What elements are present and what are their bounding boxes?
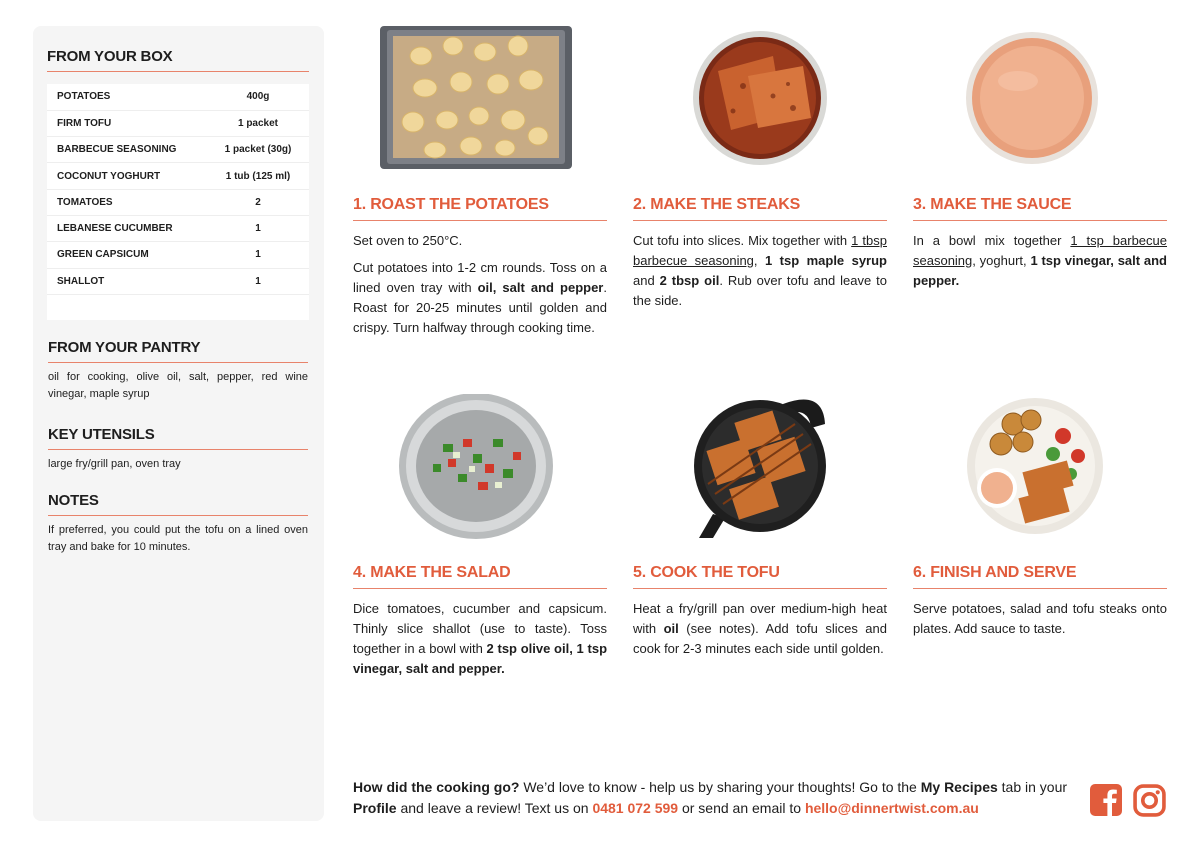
ingredient-qty: 1 packet (30g) — [207, 137, 309, 163]
notes-section — [48, 492, 308, 556]
step-5-title: 5. COOK THE TOFU — [633, 564, 887, 589]
my-recipes-label: My Recipes — [920, 779, 998, 795]
step-4-body — [353, 599, 607, 679]
table-row — [47, 215, 309, 241]
step-3 — [913, 26, 1167, 291]
step-6 — [913, 394, 1167, 639]
step-4-title: 4. MAKE THE SALAD — [353, 564, 607, 589]
table-row — [47, 110, 309, 136]
ingredient-name: LEBANESE CUCUMBER — [47, 215, 207, 241]
roast-potatoes-image — [353, 26, 607, 172]
grill-pan-tofu-image — [633, 394, 887, 540]
ingredient-name: FIRM TOFU — [47, 110, 207, 136]
step-3-body — [913, 231, 1167, 291]
ingredient-qty: 1 — [207, 268, 309, 294]
pantry-section — [48, 339, 308, 403]
step-6-title: 6. FINISH AND SERVE — [913, 564, 1167, 589]
ingredients-sidebar — [33, 26, 324, 821]
step-2 — [633, 26, 887, 311]
utensils-text: large fry/grill pan, oven tray — [48, 458, 181, 470]
table-row — [47, 242, 309, 268]
ingredient-name: POTATOES — [47, 84, 207, 110]
ingredient-name: GREEN CAPSICUM — [47, 242, 207, 268]
pantry-heading: FROM YOUR PANTRY — [48, 339, 308, 363]
step-4 — [353, 394, 607, 679]
ingredient-qty: 1 — [207, 242, 309, 268]
ingredient-name: TOMATOES — [47, 189, 207, 215]
step-6-body — [913, 599, 1167, 639]
ingredient-qty: 400g — [207, 84, 309, 110]
salad-bowl-image — [353, 394, 607, 540]
email-link[interactable]: hello@dinnertwist.com.au — [804, 800, 979, 816]
phone-link[interactable]: 0481 072 599 — [592, 800, 679, 816]
utensils-heading: KEY UTENSILS — [48, 426, 308, 450]
instagram-icon[interactable] — [1133, 784, 1166, 817]
finished-plate-image — [913, 394, 1167, 540]
table-row — [47, 137, 309, 163]
table-row — [47, 84, 309, 110]
ingredient-qty: 2 — [207, 189, 309, 215]
step-5 — [633, 394, 887, 659]
notes-heading: NOTES — [48, 492, 308, 516]
ingredient-qty: 1 tub (125 ml) — [207, 163, 309, 189]
table-row — [47, 268, 309, 294]
box-section — [47, 48, 309, 320]
step-1-body — [353, 231, 607, 338]
ingredient-name: BARBECUE SEASONING — [47, 137, 207, 163]
feedback-question: How did the cooking go? — [353, 779, 520, 795]
ingredient-qty: 1 packet — [207, 110, 309, 136]
utensils-section — [48, 426, 308, 473]
step-5-body — [633, 599, 887, 659]
table-spacer-row — [47, 294, 309, 320]
step-6-text: Serve potatoes, salad and tofu steaks onto plates. Add sauce to taste. — [913, 601, 1167, 636]
ingredient-qty: 1 — [207, 215, 309, 241]
table-row — [47, 189, 309, 215]
step-1-title: 1. ROAST THE POTATOES — [353, 196, 607, 221]
step-1-text-1: Set oven to 250°C. — [353, 233, 463, 248]
step-2-body — [633, 231, 887, 311]
ingredient-name: COCONUT YOGHURT — [47, 163, 207, 189]
step-2-text: Cut tofu into slices. Mix together with 1 tbsp barbecue seasoning, 1 tsp maple syrup and 2 tbsp oil. Rub over tofu and leave to the side. — [633, 233, 887, 308]
ingredients-table — [47, 84, 309, 320]
box-heading: FROM YOUR BOX — [47, 48, 309, 72]
feedback-footer: How did the cooking go? We’d love to know - help us by sharing your thoughts! Go to the My Recipes tab in your Profile and leave a review! Text us on 0481 072 599 or send an email to hello@dinnertwist.com.au — [353, 779, 1068, 816]
step-3-text: In a bowl mix together 1 tsp barbecue seasoning, yoghurt, 1 tsp vinegar, salt and pepper. — [913, 233, 1167, 288]
step-2-title: 2. MAKE THE STEAKS — [633, 196, 887, 221]
step-4-text: Dice tomatoes, cucumber and capsicum. Thinly slice shallot (use to taste). Toss together in a bowl with 2 tsp olive oil, 1 tsp vinegar, salt and pepper. — [353, 601, 608, 676]
table-row — [47, 163, 309, 189]
step-5-text: Heat a fry/grill pan over medium-high heat with oil (see notes). Add tofu slices and cook for 2-3 minutes each side until golden. — [633, 601, 888, 656]
notes-text: If preferred, you could put the tofu on a lined oven tray and bake for 10 minutes. — [48, 524, 308, 553]
pantry-text: oil for cooking, olive oil, salt, pepper, red wine vinegar, maple syrup — [48, 371, 308, 400]
sauce-bowl-image — [913, 26, 1167, 172]
step-3-title: 3. MAKE THE SAUCE — [913, 196, 1167, 221]
facebook-icon[interactable] — [1090, 784, 1122, 816]
step-1-text-2: Cut potatoes into 1-2 cm rounds. Toss on a lined oven tray with oil, salt and pepper. Roast for 20-25 minutes until golden and crispy. Turn halfway through cooking time. — [353, 260, 607, 335]
step-1 — [353, 26, 607, 338]
tofu-steaks-bowl-image — [633, 26, 887, 172]
ingredient-name: SHALLOT — [47, 268, 207, 294]
profile-label: Profile — [353, 800, 397, 816]
